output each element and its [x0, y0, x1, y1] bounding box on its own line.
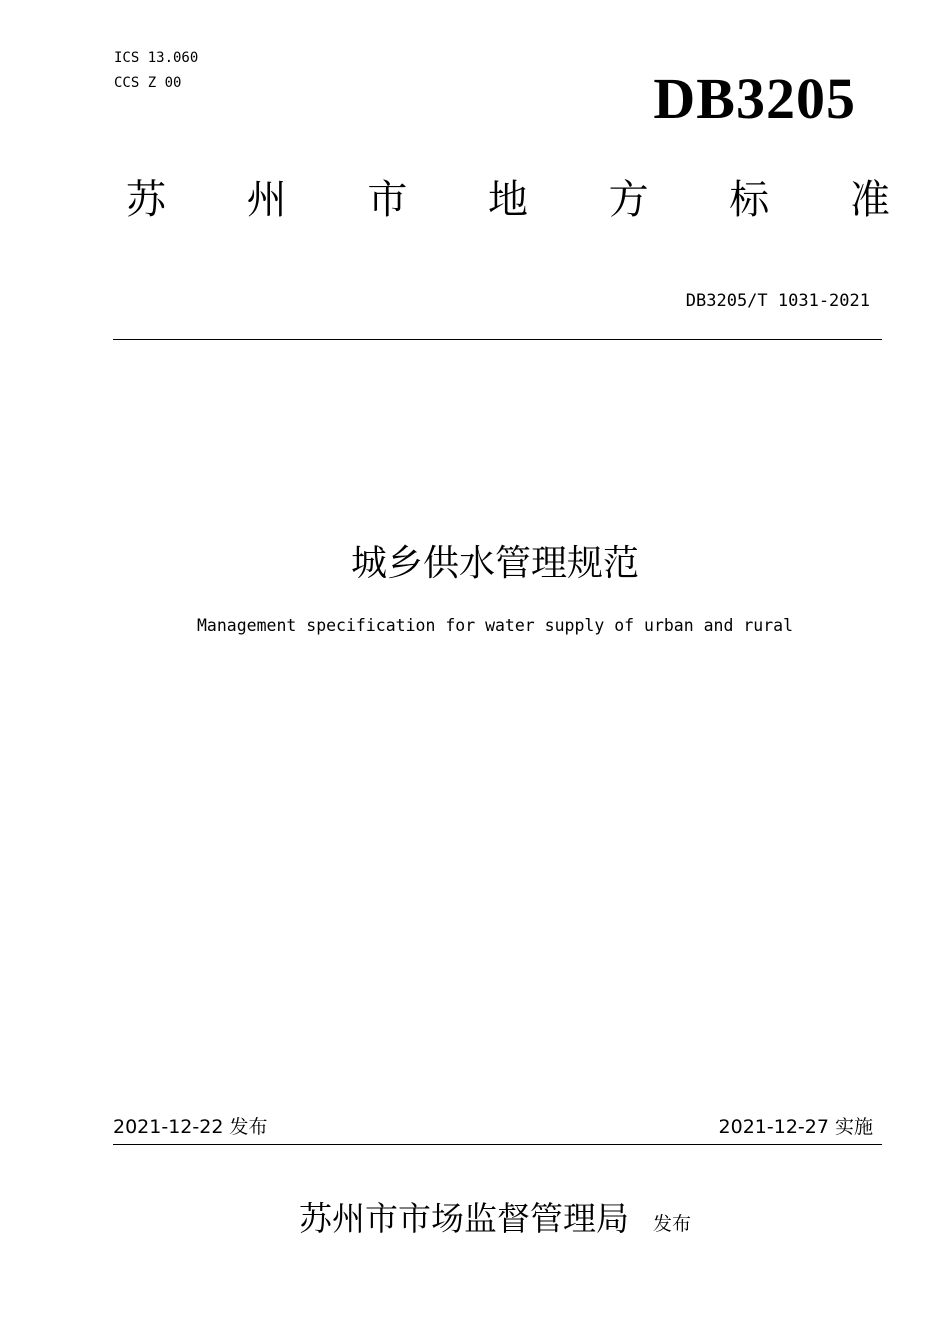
standard-type-heading — [124, 172, 892, 228]
issue-date: 2021-12-22 发布 — [113, 1116, 268, 1138]
ics-code: ICS 13.060 — [114, 50, 199, 66]
implementation-date: 2021-12-27 实施 — [718, 1116, 873, 1138]
document-title-english: Management specification for water supply of urban and rural — [196, 616, 794, 635]
standard-type-char: 市 — [367, 177, 408, 223]
bottom-divider — [113, 1144, 882, 1145]
issuer-name: 苏州市市场监督管理局 — [298, 1199, 629, 1238]
issuer-suffix: 发布 — [652, 1213, 691, 1235]
document-title: 城乡供水管理规范 — [350, 543, 639, 584]
standard-type-char: 准 — [849, 177, 890, 223]
standard-type-char: 方 — [608, 177, 649, 223]
ccs-code: CCS Z 00 — [114, 75, 182, 91]
standard-type-char: 州 — [246, 177, 287, 223]
issuer — [0, 1196, 950, 1247]
standard-number: DB3205/T 1031-2021 — [685, 291, 870, 311]
standard-type-char: 地 — [487, 177, 528, 223]
standard-logo: DB3205 — [653, 66, 856, 131]
top-divider — [113, 339, 882, 340]
standard-type-char: 标 — [729, 177, 770, 223]
standard-type-char: 苏 — [126, 177, 166, 223]
